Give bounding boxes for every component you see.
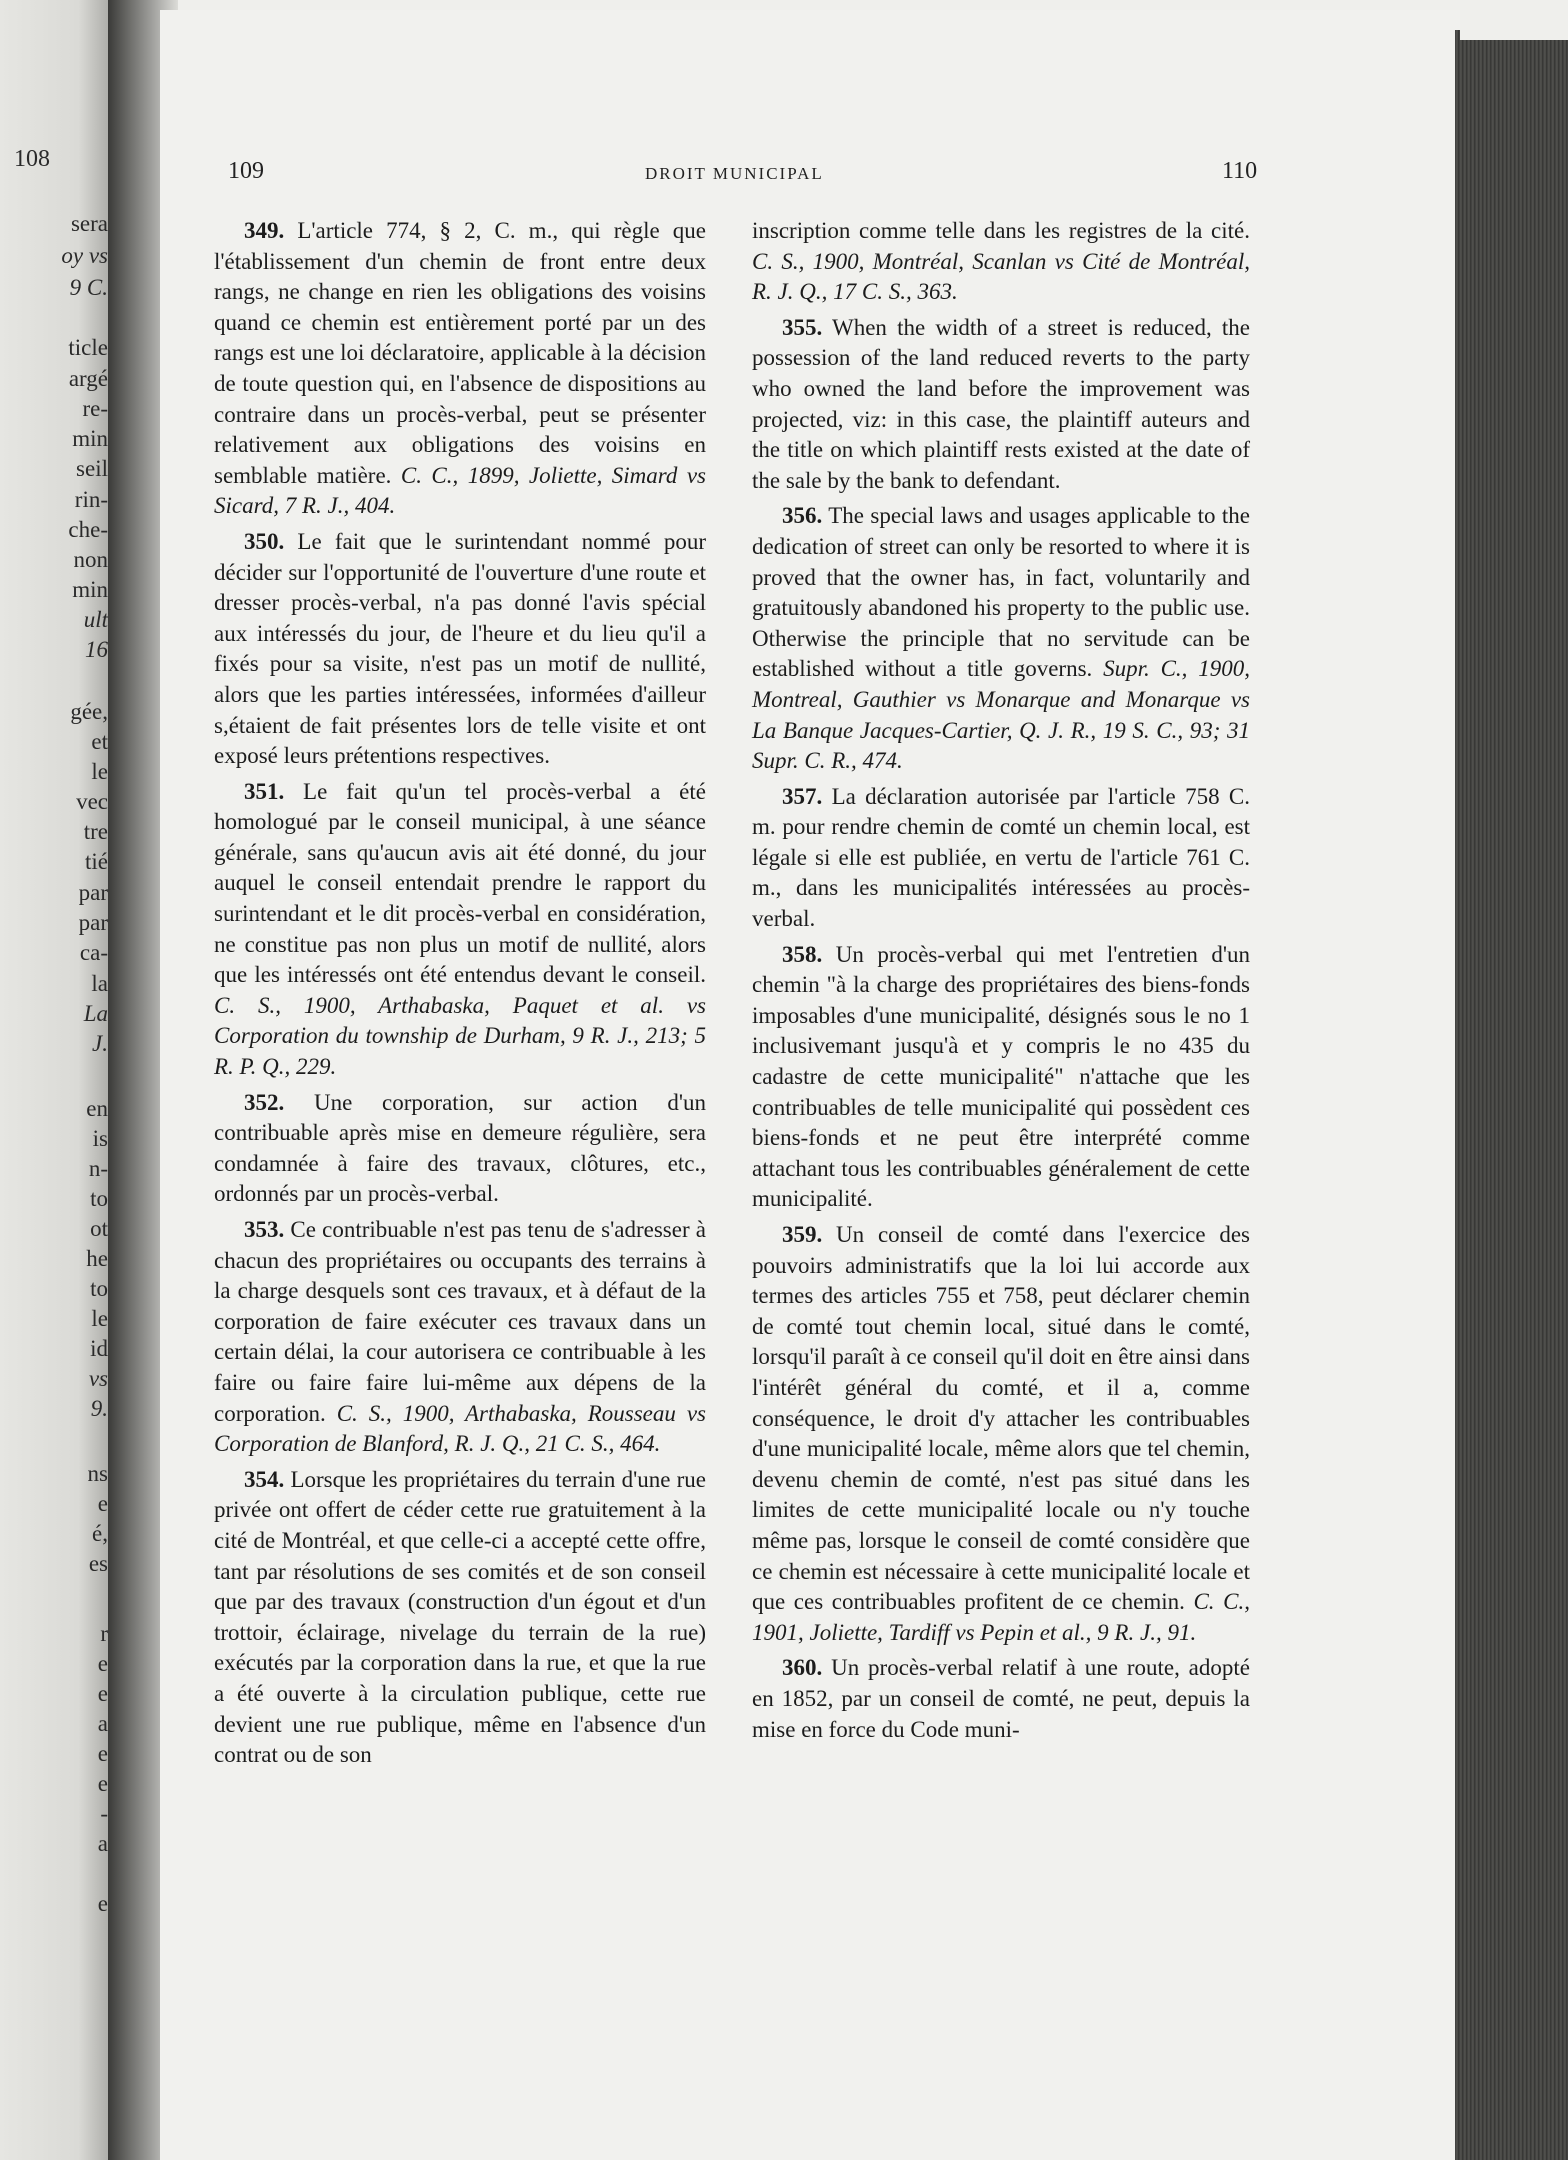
paragraph-number: 358. [782, 941, 823, 967]
paragraph-349 [214, 216, 706, 522]
paragraph-353 [214, 1215, 706, 1460]
paragraph-352 [214, 1088, 706, 1210]
previous-page-line: ticle [68, 335, 108, 360]
page-number-left: 109 [228, 158, 264, 184]
book-edge [1455, 30, 1568, 2160]
previous-page-line: le [91, 1306, 108, 1331]
paragraph-text: The special laws and usages applicable to the dedication of street can only be resorted to where it is proved that the owner has, in fact, voluntarily and gratuitously abandoned his property to the public use. Otherwise the principle that no servitude can be established without a title governs. [752, 503, 1250, 682]
previous-page-line: ult [83, 607, 108, 632]
previous-page-line: non [73, 547, 108, 572]
previous-page-line: he [86, 1246, 108, 1271]
paragraph-number: 356. [782, 503, 823, 529]
previous-page [0, 0, 112, 2160]
previous-page-line: min [72, 426, 108, 451]
previous-page-line: is [92, 1126, 108, 1151]
paragraph-number: 355. [782, 314, 823, 340]
paragraph-text: La déclaration autorisée par l'article 758 C. m. pour rendre chemin de comté un chemin local, est légale si elle est publiée, en vertu de l'article 761 C. m., dans les municipalités intéressées au procès-verbal. [752, 783, 1250, 932]
previous-page-line: n- [88, 1156, 108, 1181]
previous-page-line: min [72, 577, 108, 602]
case-citation: C. S., 1900, Arthabaska, Paquet et al. vs Corporation du township de Durham, 9 R. J., 213; 5 R. P. Q., 229. [214, 992, 706, 1080]
previous-page-line: ot [90, 1216, 108, 1241]
left-column [214, 216, 706, 1771]
previous-page-line: e [97, 1741, 108, 1766]
previous-page-number: 108 [14, 146, 50, 172]
paragraph-number: 350. [244, 528, 285, 554]
paragraph-number: 357. [782, 783, 823, 809]
previous-page-line: rin- [74, 487, 108, 512]
previous-page-line: gée, [70, 699, 108, 724]
paragraph-text: Lorsque les propriétaires du terrain d'une rue privée ont offert de céder cette rue gratuitement à la cité de Montréal, et que celle-ci a accepté cette offre, tant par résolutions de ses comités et de son conseil que par des travaux (construction d'un égout et d'un trottoir, éclairage, nivelage du terrain de la rue) exécutés par la corporation dans la rue, et que la rue a été ouverte à la circulation publique, cette rue devient une rue publique, même en l'absence d'un contrat ou de son [214, 1466, 706, 1768]
previous-page-line: vs [88, 1366, 108, 1391]
paragraph-text: Un procès-verbal relatif à une route, adopté en 1852, par un conseil de comté, ne peut, depuis la mise en force du Code muni- [752, 1655, 1250, 1742]
previous-page-line: La [83, 1001, 108, 1026]
paragraph-text: Ce contribuable n'est pas tenu de s'adresser à chacun des propriétaires ou occupants des terrains à la charge desquels sont ces travaux, et à défaut de la corporation de faire exécuter ces travaux dans un certain délai, la cour autorisera ce contribuable à les faire ou faire faire lui-même aux dépens de la corporation. [214, 1217, 706, 1426]
page-number-right: 110 [1222, 158, 1258, 184]
paragraph-number: 349. [244, 218, 285, 243]
paragraph-text: Un procès-verbal qui met l'entretien d'un chemin "à la charge des propriétaires des biens-fonds imposables d'une municipalité, désignés sous le no 1 inclusivemant jusqu'à et y compris le no 435 du cadastre de cette municipalité" n'attache que les contribuables de telle municipalité qui possèdent ces biens-fonds et ne peut être interprété comme attachant tous les contribuables généralement de cette municipalité. [752, 941, 1250, 1212]
paragraph-355 [752, 313, 1250, 497]
paragraph-number: 351. [244, 778, 285, 804]
paragraph-number: 354. [244, 1466, 285, 1492]
paragraph-354 [214, 1465, 706, 1771]
paragraph-number: 353. [244, 1217, 285, 1242]
case-citation: C. S., 1900, Arthabaska, Rousseau vs Corporation de Blanford, R. J. Q., 21 C. S., 464. [214, 1400, 707, 1457]
paragraph-number: 352. [244, 1089, 285, 1115]
previous-page-line: es [88, 1551, 108, 1576]
previous-page-line: vec [76, 789, 108, 814]
previous-page-line: tié [85, 849, 108, 874]
paragraph-text: Une corporation, sur action d'un contribuable après mise en demeure régulière, sera condamnée à faire des travaux, clôtures, etc., ordonnés par un procès-verbal. [214, 1089, 706, 1207]
previous-page-line: che- [68, 517, 108, 542]
previous-page-line: par [78, 880, 108, 905]
case-citation: C. S., 1900, Montréal, Scanlan vs Cité de Montréal, R. J. Q., 17 C. S., 363. [752, 248, 1250, 305]
paragraph-358 [752, 940, 1250, 1215]
previous-page-line: to [90, 1186, 108, 1211]
previous-page-line: - [100, 1801, 108, 1826]
previous-page-line: to [90, 1276, 108, 1301]
previous-page-line: sera [70, 211, 108, 236]
previous-page-line: 9 C. [69, 275, 108, 300]
previous-page-line: r [100, 1621, 108, 1646]
previous-page-line: a [97, 1711, 108, 1736]
previous-page-line: seil [76, 456, 108, 481]
previous-page-line: 9. [90, 1396, 108, 1421]
previous-page-line: ca- [79, 940, 108, 965]
running-title: DROIT MUNICIPAL [645, 164, 824, 183]
right-column [752, 216, 1250, 1745]
paragraph-360 [752, 1653, 1250, 1745]
paragraph-357 [752, 782, 1250, 935]
paragraph-text: Le fait qu'un tel procès-verbal a été homologué par le conseil municipal, à une séance générale, sans qu'aucun avis ait été donné, du jour auquel le conseil entendait prendre le rapport du surintendant et le dit procès-verbal en considération, ne constitue pas non plus un motif de nullité, alors que les intéressés ont été entendus devant le conseil. [214, 778, 706, 988]
case-citation: C. C., 1899, Joliette, Simard vs Sicard, 7 R. J., 404. [214, 462, 706, 519]
paragraph-number: 360. [782, 1655, 823, 1681]
paragraph-350 [214, 527, 706, 772]
paragraph-text: When the width of a street is reduced, the possession of the land reduced reverts to the party who owned the land before the improvement was projected, viz: in this case, the plaintiff auteurs and the title on which plaintiff rests existed at the date of the sale by the bank to defendant. [752, 314, 1250, 493]
paragraph-359 [752, 1220, 1250, 1648]
previous-page-line: e [97, 1651, 108, 1676]
paragraph-text: Le fait que le surintendant nommé pour décider sur l'opportunité de l'ouverture d'une route et dresser procès-verbal, n'a pas donné l'avis spécial aux intéressés du jour, de l'heure et du lieu qu'il a fixés pour sa visite, n'est pas un motif de nullité, alors que les parties intéressées, informées d'ailleur s,étaient de fait présentes lors de telle visite et ont exposé leurs prétentions respectives. [214, 528, 706, 769]
case-citation: C. C., 1901, Joliette, Tardiff vs Pepin et al., 9 R. J., 91. [752, 1589, 1250, 1645]
paragraph-351 [214, 777, 706, 1083]
paragraph-continuation [752, 216, 1250, 308]
paragraph-text: Un conseil de comté dans l'exercice des pouvoirs administratifs que la loi lui accorde aux termes des articles 755 et 758, peut déclarer chemin de comté tout chemin local, situé dans le comté, lorsqu'il paraît à ce conseil qu'il doit en être ainsi dans l'intérêt général du comté, et il a, comme conséquence, le droit d'y attacher les contribuables d'une municipalité locale, même alors que tel chemin, devenu chemin de comté, n'est pas situé dans les limites de cette municipalité locale ou n'y touche même pas, lorsque le conseil de comté considère que ce chemin est nécessaire à cette municipalité locale et que ces contribuables profitent de ce chemin. [752, 1222, 1250, 1615]
previous-page-line: en [86, 1096, 108, 1121]
previous-page-line: e [97, 1891, 108, 1916]
paragraph-text: L'article 774, § 2, C. m., qui règle que l'établissement d'un chemin de front entre deux rangs, ne change en rien les obligations des voisins quand ce chemin est entièrement porté par un des rangs est une loi déclaratoire, applicable à la décision de toute question qui, en l'absence de dispositions au contraire dans un procès-verbal, peut se présenter relativement aux obligations des voisins en semblable matière. [214, 218, 706, 488]
previous-page-line: et [91, 729, 108, 754]
previous-page-line: oy vs [61, 243, 108, 268]
previous-page-line: e [97, 1491, 108, 1516]
paragraph-text: inscription comme telle dans les registres de la cité. [752, 218, 1250, 243]
previous-page-line: 16 [85, 637, 108, 662]
book-edge-top [1460, 0, 1568, 40]
previous-page-line: é, [92, 1521, 108, 1546]
previous-page-line: par [78, 910, 108, 935]
case-citation: Supr. C., 1900, Montreal, Gauthier vs Monarque and Monarque vs La Banque Jacques-Cartier, Q. J. R., 19 S. C., 93; 31 Supr. C. R., 474. [752, 656, 1250, 774]
previous-page-line: id [90, 1336, 108, 1361]
previous-page-line: ns [87, 1461, 108, 1486]
previous-page-line: tre [83, 819, 108, 844]
previous-page-line: argé [68, 366, 108, 391]
paragraph-356 [752, 501, 1250, 776]
previous-page-line: re- [82, 396, 108, 421]
previous-page-line: a [97, 1831, 108, 1856]
previous-page-line: le [91, 759, 108, 784]
paragraph-number: 359. [782, 1222, 823, 1247]
previous-page-line: J. [92, 1031, 108, 1056]
previous-page-line: e [97, 1771, 108, 1796]
previous-page-line: la [91, 971, 108, 996]
previous-page-line: e [97, 1681, 108, 1706]
